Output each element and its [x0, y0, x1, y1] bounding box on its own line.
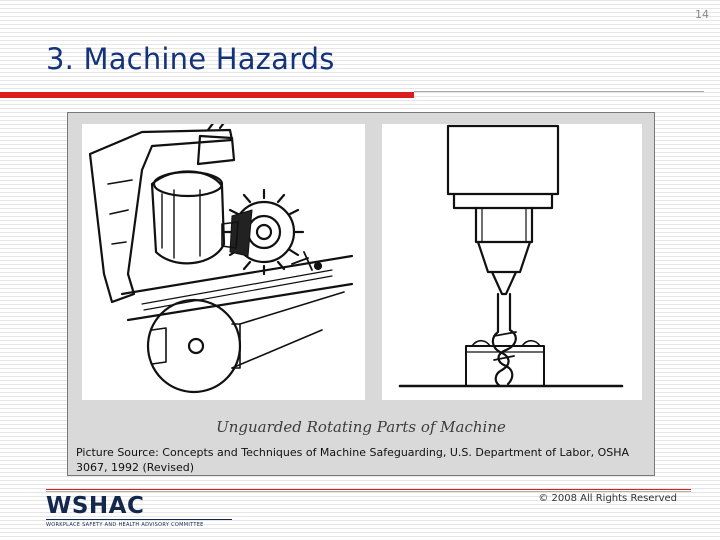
wshac-logo [46, 494, 232, 528]
drill-press-illustration [382, 124, 642, 400]
logo-underline [46, 519, 232, 520]
rotating-gear-illustration [82, 124, 365, 400]
figure-caption: Unguarded Rotating Parts of Machine [216, 418, 506, 436]
logo-subtitle: WORKPLACE SAFETY AND HEALTH ADVISORY COMMITTEE [46, 522, 204, 528]
title-divider [414, 91, 704, 92]
slide-number: 14 [695, 8, 709, 21]
copyright-notice: © 2008 All Rights Reserved [538, 493, 677, 504]
slide-title: 3. Machine Hazards [46, 42, 335, 76]
footer-divider [46, 491, 691, 492]
figure-panel [67, 112, 655, 476]
logo-wordmark: WSHAC [46, 493, 145, 519]
footer-accent-line [46, 489, 691, 490]
title-accent-bar [0, 92, 414, 98]
picture-source: Picture Source: Concepts and Techniques of Machine Safeguarding, U.S. Department of Labor, OSHA 3067, 1992 (Revised) [76, 446, 630, 474]
